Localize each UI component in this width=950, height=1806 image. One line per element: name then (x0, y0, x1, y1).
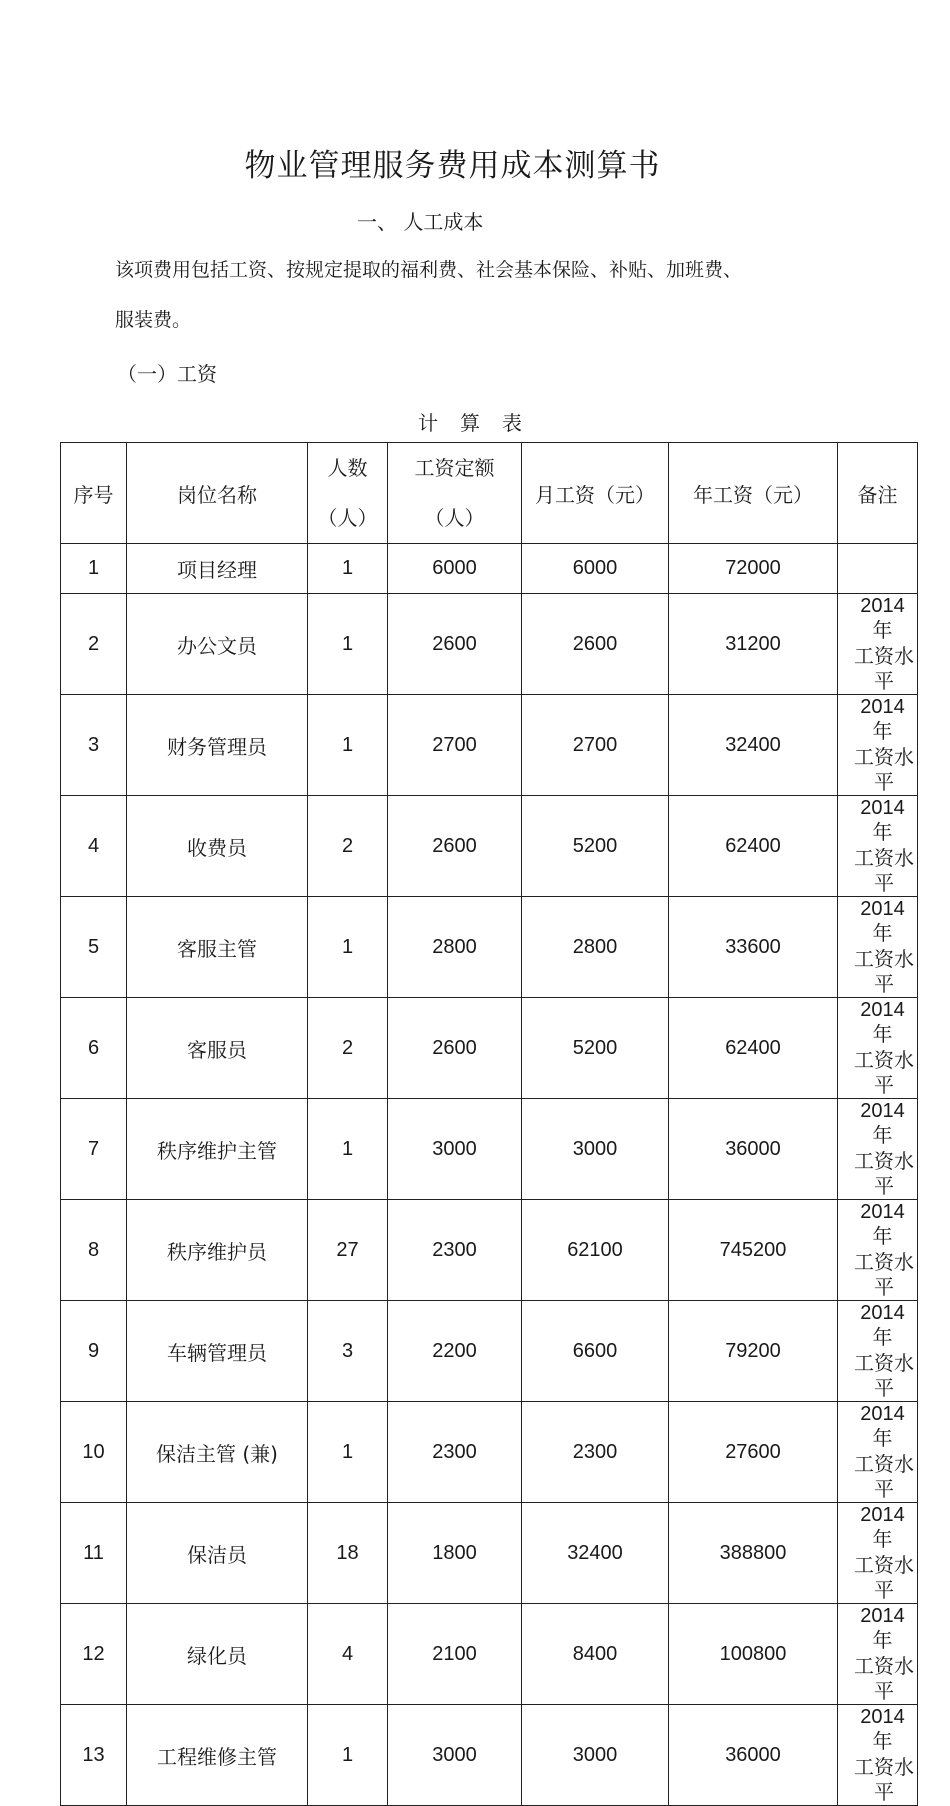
cell-headcount: 4 (308, 1604, 388, 1705)
document-title: 物业管理服务费用成本测算书 (244, 148, 661, 184)
table-row (61, 897, 918, 998)
header-headcount (308, 443, 388, 544)
cell-position: 秩序维护主管 (127, 1099, 308, 1200)
table-row (61, 796, 918, 897)
remark-year: 2014 年 (860, 1605, 905, 1652)
cell-headcount: 2 (308, 998, 388, 1099)
table-row (61, 695, 918, 796)
cell-seq: 9 (61, 1301, 127, 1402)
remark-text: 工资水平 (854, 1755, 914, 1804)
cell-seq: 8 (61, 1200, 127, 1301)
cell-headcount: 1 (308, 695, 388, 796)
cell-remark (838, 1402, 918, 1503)
cell-annual-wage: 388800 (669, 1503, 838, 1604)
cell-wage-quota: 1800 (388, 1503, 522, 1604)
cell-wage-quota: 2800 (388, 897, 522, 998)
remark-year: 2014 年 (860, 797, 905, 844)
cell-wage-quota: 2600 (388, 998, 522, 1099)
cell-monthly-wage: 6000 (522, 544, 669, 594)
cell-wage-quota: 2600 (388, 594, 522, 695)
cell-monthly-wage: 5200 (522, 998, 669, 1099)
cell-annual-wage: 36000 (669, 1099, 838, 1200)
cell-wage-quota: 2600 (388, 796, 522, 897)
table-row (61, 1301, 918, 1402)
header-quota-line2: （人） (424, 506, 485, 530)
caption-char: 算 (460, 411, 480, 435)
header-remark: 备注 (838, 443, 918, 544)
cell-annual-wage: 27600 (669, 1402, 838, 1503)
cell-monthly-wage: 2600 (522, 594, 669, 695)
remark-year: 2014 年 (860, 1706, 905, 1753)
cell-seq: 11 (61, 1503, 127, 1604)
cell-position: 收费员 (127, 796, 308, 897)
cell-position: 财务管理员 (127, 695, 308, 796)
cell-position: 工程维修主管 (127, 1705, 308, 1806)
caption-char: 表 (502, 411, 522, 435)
cell-monthly-wage: 2700 (522, 695, 669, 796)
cell-headcount: 1 (308, 1705, 388, 1806)
cell-seq: 6 (61, 998, 127, 1099)
remark-year: 2014 年 (860, 696, 905, 743)
remark-text: 工资水平 (854, 745, 914, 794)
cell-remark (838, 695, 918, 796)
cell-remark (838, 1301, 918, 1402)
header-annual-wage: 年工资（元） (669, 443, 838, 544)
caption-char: 计 (418, 411, 438, 435)
table-header-row (61, 443, 918, 544)
remark-year: 2014 年 (860, 1403, 905, 1450)
table-row (61, 594, 918, 695)
table-row (61, 1503, 918, 1604)
cell-wage-quota: 2700 (388, 695, 522, 796)
cell-remark (838, 796, 918, 897)
cell-seq: 3 (61, 695, 127, 796)
cell-position: 项目经理 (127, 544, 308, 594)
header-monthly-wage: 月工资（元） (522, 443, 669, 544)
cell-headcount: 1 (308, 897, 388, 998)
cell-seq: 13 (61, 1705, 127, 1806)
header-wage-quota (388, 443, 522, 544)
remark-text: 工资水平 (854, 1351, 914, 1400)
remark-text: 工资水平 (854, 644, 914, 693)
cell-seq: 7 (61, 1099, 127, 1200)
remark-text: 工资水平 (854, 1149, 914, 1198)
cell-monthly-wage: 2800 (522, 897, 669, 998)
header-seq: 序号 (61, 443, 127, 544)
cell-headcount: 27 (308, 1200, 388, 1301)
cell-position: 车辆管理员 (127, 1301, 308, 1402)
cell-remark (838, 594, 918, 695)
cell-annual-wage: 745200 (669, 1200, 838, 1301)
table-caption (418, 407, 544, 436)
header-headcount-line2: （人） (317, 506, 378, 530)
cell-seq: 2 (61, 594, 127, 695)
cell-annual-wage: 62400 (669, 796, 838, 897)
table-row (61, 1099, 918, 1200)
wage-calculation-table (60, 442, 918, 1806)
cell-annual-wage: 33600 (669, 897, 838, 998)
cell-seq: 5 (61, 897, 127, 998)
table-body (61, 544, 918, 1806)
cell-annual-wage: 31200 (669, 594, 838, 695)
cell-monthly-wage: 32400 (522, 1503, 669, 1604)
header-position: 岗位名称 (127, 443, 308, 544)
remark-text: 工资水平 (854, 1452, 914, 1501)
cell-headcount: 1 (308, 544, 388, 594)
cell-position: 秩序维护员 (127, 1200, 308, 1301)
cell-headcount: 1 (308, 1402, 388, 1503)
description-line-2: 服装费。 (115, 309, 192, 331)
cell-position: 保洁主管 (兼) (127, 1402, 308, 1503)
cell-remark (838, 1604, 918, 1705)
cell-position: 保洁员 (127, 1503, 308, 1604)
cell-position: 办公文员 (127, 594, 308, 695)
cell-headcount: 1 (308, 1099, 388, 1200)
cell-remark (838, 1099, 918, 1200)
remark-year: 2014 年 (860, 898, 905, 945)
table-row (61, 544, 918, 594)
cell-seq: 4 (61, 796, 127, 897)
cell-wage-quota: 3000 (388, 1099, 522, 1200)
cell-wage-quota: 6000 (388, 544, 522, 594)
cell-remark (838, 998, 918, 1099)
cell-monthly-wage: 3000 (522, 1705, 669, 1806)
table-row (61, 1200, 918, 1301)
cell-remark (838, 1705, 918, 1806)
cell-seq: 12 (61, 1604, 127, 1705)
remark-year: 2014 年 (860, 595, 905, 642)
cell-seq: 10 (61, 1402, 127, 1503)
cell-monthly-wage: 62100 (522, 1200, 669, 1301)
description-line-1: 该项费用包括工资、按规定提取的福利费、社会基本保险、补贴、加班费、 (115, 259, 743, 281)
cell-remark (838, 544, 918, 594)
section-heading: 一、 人工成本 (357, 210, 484, 234)
table-row (61, 1402, 918, 1503)
header-quota-line1: 工资定额 (414, 456, 495, 480)
remark-text: 工资水平 (854, 1048, 914, 1097)
cell-monthly-wage: 6600 (522, 1301, 669, 1402)
cell-monthly-wage: 8400 (522, 1604, 669, 1705)
cell-seq: 1 (61, 544, 127, 594)
cell-monthly-wage: 5200 (522, 796, 669, 897)
remark-year: 2014 年 (860, 1100, 905, 1147)
cell-headcount: 18 (308, 1503, 388, 1604)
cell-annual-wage: 36000 (669, 1705, 838, 1806)
remark-year: 2014 年 (860, 1201, 905, 1248)
remark-year: 2014 年 (860, 1302, 905, 1349)
cell-wage-quota: 2100 (388, 1604, 522, 1705)
cell-headcount: 2 (308, 796, 388, 897)
table-row (61, 1604, 918, 1705)
remark-text: 工资水平 (854, 1553, 914, 1602)
header-headcount-line1: 人数 (327, 456, 368, 480)
cell-monthly-wage: 3000 (522, 1099, 669, 1200)
cell-headcount: 3 (308, 1301, 388, 1402)
cell-annual-wage: 100800 (669, 1604, 838, 1705)
subsection-heading: （一）工资 (117, 362, 217, 386)
cell-position: 客服主管 (127, 897, 308, 998)
table-row (61, 1705, 918, 1806)
cell-headcount: 1 (308, 594, 388, 695)
cell-wage-quota: 3000 (388, 1705, 522, 1806)
cell-annual-wage: 62400 (669, 998, 838, 1099)
cell-annual-wage: 72000 (669, 544, 838, 594)
cell-remark (838, 1503, 918, 1604)
cell-monthly-wage: 2300 (522, 1402, 669, 1503)
cell-wage-quota: 2300 (388, 1200, 522, 1301)
table-row (61, 998, 918, 1099)
remark-year: 2014 年 (860, 999, 905, 1046)
remark-text: 工资水平 (854, 1250, 914, 1299)
cell-remark (838, 1200, 918, 1301)
remark-text: 工资水平 (854, 1654, 914, 1703)
cell-annual-wage: 32400 (669, 695, 838, 796)
cell-position: 客服员 (127, 998, 308, 1099)
remark-text: 工资水平 (854, 846, 914, 895)
cell-wage-quota: 2200 (388, 1301, 522, 1402)
cell-position: 绿化员 (127, 1604, 308, 1705)
cell-annual-wage: 79200 (669, 1301, 838, 1402)
cell-wage-quota: 2300 (388, 1402, 522, 1503)
remark-text: 工资水平 (854, 947, 914, 996)
cell-remark (838, 897, 918, 998)
remark-year: 2014 年 (860, 1504, 905, 1551)
